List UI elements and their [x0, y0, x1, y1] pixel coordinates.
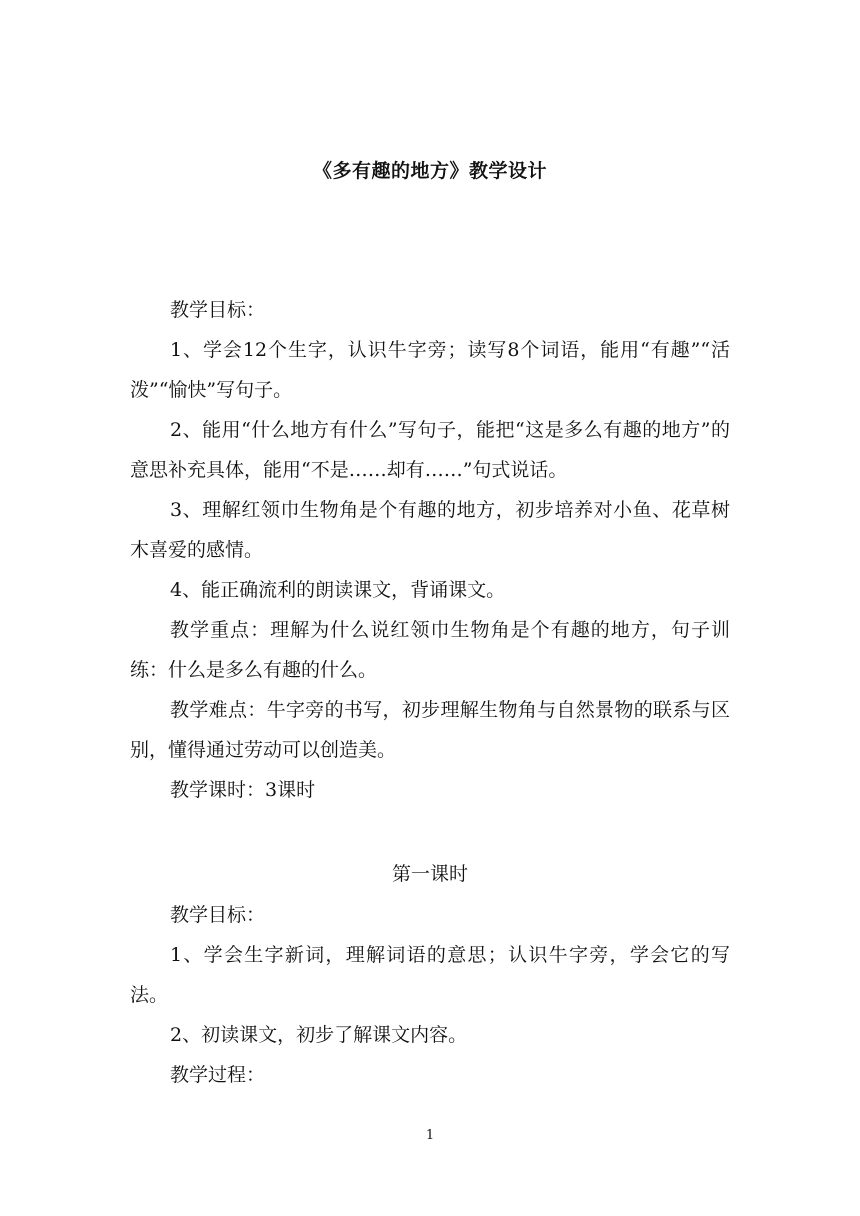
- lesson-objective-item-2: 2、初读课文，初步了解课文内容。: [170, 1024, 468, 1046]
- teaching-focus: 教学重点：理解为什么说红领巾生物角是个有趣的地方，句子训练：什么是多么有趣的什么。: [130, 619, 730, 681]
- objectives-heading: 教学目标：: [170, 299, 266, 321]
- page-number: 1: [425, 1128, 435, 1143]
- lesson-objectives-heading: 教学目标：: [170, 904, 266, 926]
- teaching-process-heading: 教学过程：: [170, 1064, 266, 1086]
- objective-item-3: 3、理解红领巾生物角是个有趣的地方，初步培养对小鱼、花草树木喜爱的感情。: [130, 499, 730, 561]
- objectives-section: [130, 290, 730, 810]
- lesson-objective-item-1: 1、学会生字新词，理解词语的意思；认识牛字旁，学会它的写法。: [130, 944, 730, 1006]
- objective-item-4: 4、能正确流利的朗读课文，背诵课文。: [170, 579, 506, 601]
- class-hours: 教学课时：3课时: [170, 779, 316, 801]
- objective-item-1: 1、学会12个生字，认识牛字旁；读写8个词语，能用“有趣”“活泼”“愉快”写句子。: [130, 339, 730, 401]
- document-title: 《多有趣的地方》教学设计: [312, 160, 547, 182]
- lesson-one-section: [130, 895, 730, 1095]
- lesson-heading: 第一课时: [391, 863, 468, 885]
- teaching-difficulty: 教学难点：牛字旁的书写，初步理解生物角与自然景物的联系与区别，懂得通过劳动可以创造美。: [130, 699, 730, 761]
- objective-item-2: 2、能用“什么地方有什么”写句子，能把“这是多么有趣的地方”的意思补充具体，能用“不是……却有……”句式说话。: [130, 419, 730, 481]
